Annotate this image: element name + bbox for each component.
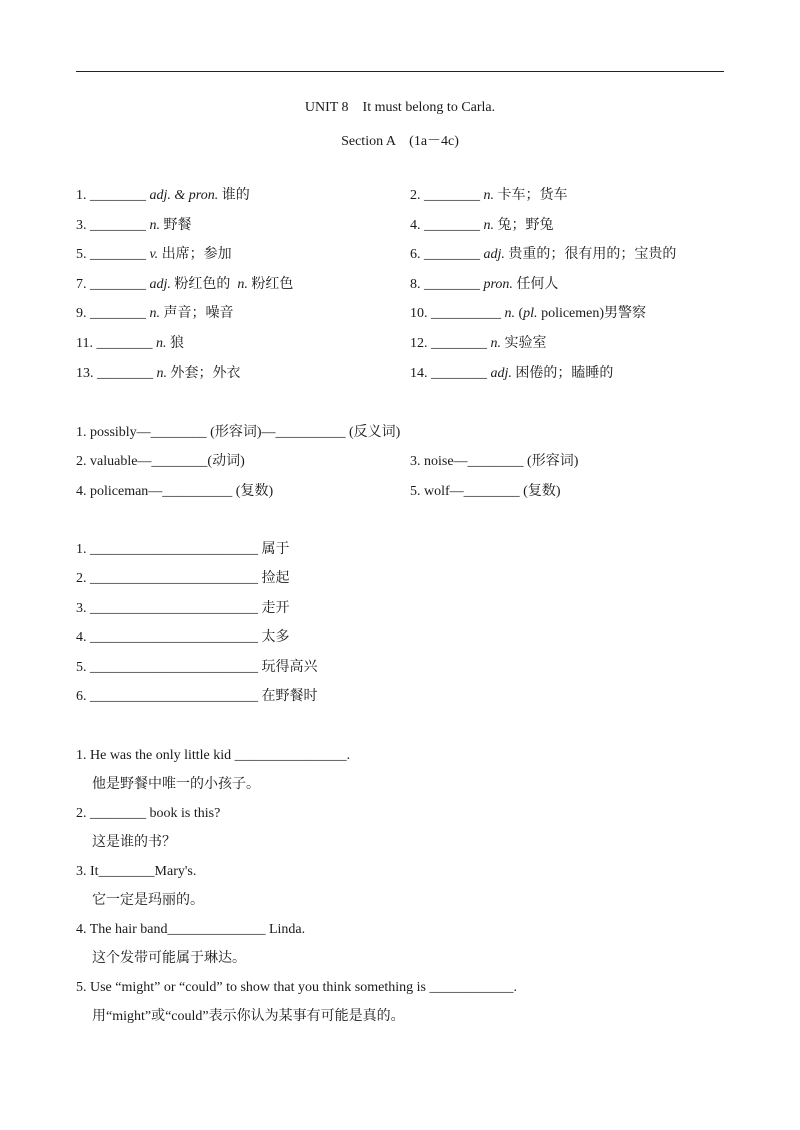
vocab-item: 6. ________ adj. 贵重的；很有用的；宝贵的 [410, 247, 677, 262]
sentence-english: 1. He was the only little kid ________________. [76, 748, 351, 763]
sentence-english: 4. The hair band______________ Linda. [76, 922, 306, 937]
sentence-english: 2. ________ book is this? [76, 806, 221, 821]
section-title: Section A (1a－4c) [341, 134, 459, 149]
word-form-item: 4. policeman—__________ (复数) [76, 484, 274, 499]
word-form-item: 5. wolf—________ (复数) [410, 484, 561, 499]
vocab-item: 7. ________ adj. 粉红色的 n. 粉红色 [76, 277, 294, 292]
vocab-item: 11. ________ n. 狼 [76, 336, 184, 351]
word-form-item: 3. noise—________ (形容词) [410, 454, 579, 469]
phrase-item: 5. ________________________ 玩得高兴 [76, 660, 318, 675]
phrase-item: 2. ________________________ 捡起 [76, 571, 290, 586]
header-rule [76, 71, 724, 72]
phrase-item: 1. ________________________ 属于 [76, 542, 290, 557]
vocab-item: 2. ________ n. 卡车；货车 [410, 188, 568, 203]
phrase-item: 6. ________________________ 在野餐时 [76, 689, 318, 704]
word-form-item: 2. valuable—________(动词) [76, 454, 245, 469]
phrase-item: 3. ________________________ 走开 [76, 601, 290, 616]
vocab-item: 9. ________ n. 声音；噪音 [76, 306, 234, 321]
sentence-chinese: 它一定是玛丽的。 [92, 893, 204, 908]
sentence-english: 3. It________Mary's. [76, 864, 197, 879]
vocab-item: 10. __________ n. (pl. policemen)男警察 [410, 306, 647, 321]
vocab-item: 5. ________ v. 出席；参加 [76, 247, 232, 262]
vocab-item: 13. ________ n. 外套；外衣 [76, 366, 241, 381]
sentence-chinese: 这是谁的书？ [92, 835, 176, 850]
sentence-english: 5. Use “might” or “could” to show that you think something is ____________. [76, 980, 517, 995]
phrase-item: 4. ________________________ 太多 [76, 630, 290, 645]
sentence-chinese: 他是野餐中唯一的小孩子。 [92, 777, 260, 792]
sentence-chinese: 这个发带可能属于琳达。 [92, 951, 246, 966]
vocab-item: 14. ________ adj. 困倦的；瞌睡的 [410, 366, 614, 381]
sentence-chinese: 用“might”或“could”表示你认为某事有可能是真的。 [92, 1009, 405, 1024]
vocab-item: 3. ________ n. 野餐 [76, 218, 192, 233]
unit-title: UNIT 8 It must belong to Carla. [304, 100, 496, 115]
vocab-item: 4. ________ n. 兔；野兔 [410, 218, 554, 233]
word-form-item: 1. possibly—________ (形容词)—__________ (反义词) [76, 425, 401, 440]
vocab-item: 12. ________ n. 实验室 [410, 336, 547, 351]
vocab-item: 8. ________ pron. 任何人 [410, 277, 559, 292]
vocab-item: 1. ________ adj. & pron. 谁的 [76, 188, 250, 203]
